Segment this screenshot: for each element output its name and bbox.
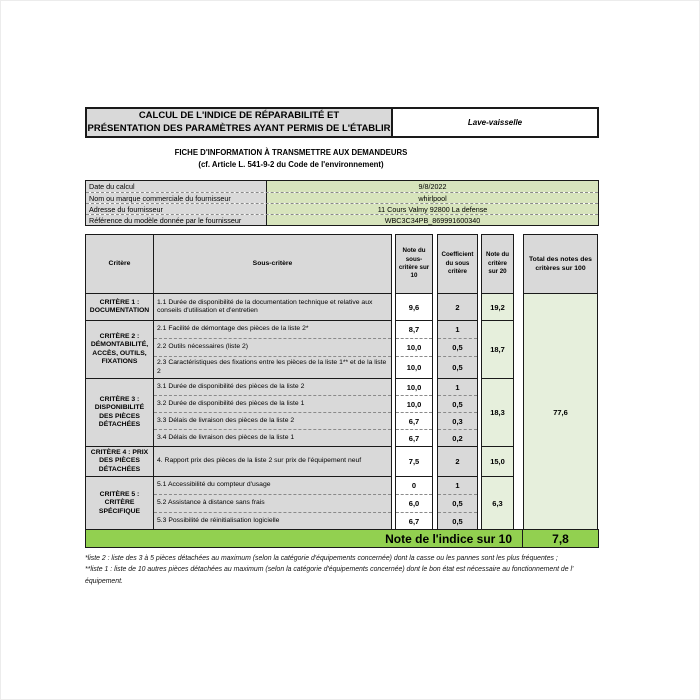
subcriterion-label: 3.1 Durée de disponibilité des pièces de la liste 2 [154, 378, 391, 395]
note10-value: 10,0 [396, 395, 432, 412]
note20-value: 6,3 [482, 476, 513, 530]
note10-value: 8,7 [396, 320, 432, 338]
criterion-2-name: CRITÈRE 2 : DÉMONTABILITÉ, ACCÈS, OUTILS, FIXATIONS [86, 320, 153, 378]
column-total [523, 234, 598, 531]
note10-value: 10,0 [396, 338, 432, 356]
info-label: Date du calcul [86, 181, 267, 192]
coeff-value: 1 [438, 378, 477, 395]
header-coefficient: Coefficient du sous critère [438, 235, 477, 294]
subcriterion-label: 5.1 Accessibilité du compteur d'usage [154, 476, 391, 494]
note20-value: 15,0 [482, 446, 513, 476]
final-score-value: 7,8 [552, 531, 569, 546]
criterion-4-name: CRITÈRE 4 : PRIX DES PIÈCES DÉTACHÉES [86, 446, 153, 476]
note10-value: 0 [396, 476, 432, 494]
coeff-value: 0,5 [438, 356, 477, 378]
note10-value: 6,7 [396, 512, 432, 530]
coeff-value: 2 [438, 446, 477, 476]
note10-value: 10,0 [396, 378, 432, 395]
subcriterion-label: 3.4 Délais de livraison des pièces de la liste 1 [154, 429, 391, 446]
info-label: Référence du modèle donnée par le fournisseur [86, 215, 267, 225]
header-total: Total des notes des critères sur 100 [524, 235, 597, 294]
criterion-1-name: CRITÈRE 1 : DOCUMENTATION [86, 294, 153, 320]
title-box [85, 107, 599, 138]
coeff-value: 0,5 [438, 494, 477, 512]
subcriterion-label: 5.2 Assistance à distance sans frais [154, 494, 391, 512]
info-row-date [86, 181, 598, 192]
info-value: 9/8/2022 [267, 181, 598, 192]
note10-value: 6,7 [396, 412, 432, 429]
subcriterion-label: 2.1 Facilité de démontage des pièces de la liste 2* [154, 320, 391, 338]
coeff-value: 0,5 [438, 338, 477, 356]
info-value: WBC3C34PB_869991600340 [267, 215, 598, 225]
footnote-liste1: **liste 1 : liste de 10 autres pièces détachées au maximum (selon la catégorie d'équipements concernée) dont le bon état est nécessaire au fonctionnement de l' équipement. [85, 566, 574, 585]
coeff-value: 2 [438, 294, 477, 320]
coeff-value: 0,5 [438, 512, 477, 530]
info-value: 11 Cours Valmy 92800 La defense [267, 204, 598, 214]
column-sous-critere [154, 235, 391, 530]
coeff-value: 0,5 [438, 395, 477, 412]
criteria-table [85, 234, 599, 531]
product-category: Lave-vaisselle [393, 109, 597, 136]
note10-value: 7,5 [396, 446, 432, 476]
title-line-2: PRÉSENTATION DES PARAMÈTRES AYANT PERMIS DE L'ÉTABLIR [87, 122, 391, 134]
title-line-1: CALCUL DE L'INDICE DE RÉPARABILITÉ ET [138, 109, 340, 121]
subcriterion-label: 4. Rapport prix des pièces de la liste 2 sur prix de l'équipement neuf [154, 446, 391, 476]
info-row-brand [86, 192, 598, 203]
column-coefficient [437, 234, 478, 531]
subtitle-line-2: (cf. Article L. 541-9-2 du Code de l'environnement) [198, 159, 384, 169]
subcriterion-label: 1.1 Durée de disponibilité de la documentation technique et relative aux conseils d'utilisation et d'entretien [154, 294, 391, 320]
note20-value: 18,7 [482, 320, 513, 378]
column-note20 [481, 234, 514, 531]
note20-value: 18,3 [482, 378, 513, 446]
note20-value: 19,2 [482, 294, 513, 320]
subcriterion-label: 3.2 Durée de disponibilité des pièces de la liste 1 [154, 395, 391, 412]
footnote-liste2: *liste 2 : liste des 3 à 5 pièces détachées au maximum (selon la catégorie d'équipements concernée) dont la casse ou les pannes sont les plus fréquentes ; [85, 555, 558, 562]
note10-value: 6,0 [396, 494, 432, 512]
footnotes [85, 553, 601, 587]
header-note10: Note du sous-critère sur 10 [396, 235, 432, 294]
header-sous-critere: Sous-critère [154, 235, 391, 294]
coeff-value: 1 [438, 476, 477, 494]
info-row-address [86, 203, 598, 214]
final-score-label: Note de l'indice sur 10 [86, 530, 523, 547]
note10-value: 10,0 [396, 356, 432, 378]
note10-value: 9,6 [396, 294, 432, 320]
note10-value: 6,7 [396, 429, 432, 446]
subcriterion-label: 2.3 Caractéristiques des fixations entre les pièces de la liste 1** et de la liste 2 [154, 356, 391, 378]
subcriterion-label: 5.3 Possibilité de réinitialisation logicielle [154, 512, 391, 530]
subcriterion-label: 3.3 Délais de livraison des pièces de la liste 2 [154, 412, 391, 429]
coeff-value: 0,2 [438, 429, 477, 446]
supplier-info-table [85, 180, 599, 226]
document-title [87, 109, 393, 136]
coeff-value: 1 [438, 320, 477, 338]
criterion-5-name: CRITÈRE 5 : CRITÈRE SPÉCIFIQUE [86, 476, 153, 530]
criteria-block [85, 234, 392, 531]
info-label: Adresse du fournisseur [86, 204, 267, 214]
subtitle [85, 147, 497, 170]
criterion-3-name: CRITÈRE 3 : DISPONIBILITÉ DES PIÈCES DÉTACHÉES [86, 378, 153, 446]
subtitle-line-1: FICHE D'INFORMATION À TRANSMETTRE AUX DEMANDEURS [174, 148, 408, 157]
info-row-reference [86, 214, 598, 225]
header-critere: Critère [86, 235, 153, 294]
coeff-value: 0,3 [438, 412, 477, 429]
final-score-bar [85, 529, 599, 548]
total-sur-100-value: 77,6 [524, 294, 597, 530]
column-note10 [395, 234, 433, 531]
header-note20: Note du critère sur 20 [482, 235, 513, 294]
info-value: whirlpool [267, 193, 598, 203]
subcriterion-label: 2.2 Outils nécessaires (liste 2) [154, 338, 391, 356]
info-label: Nom ou marque commerciale du fournisseur [86, 193, 267, 203]
column-critere [86, 235, 154, 530]
